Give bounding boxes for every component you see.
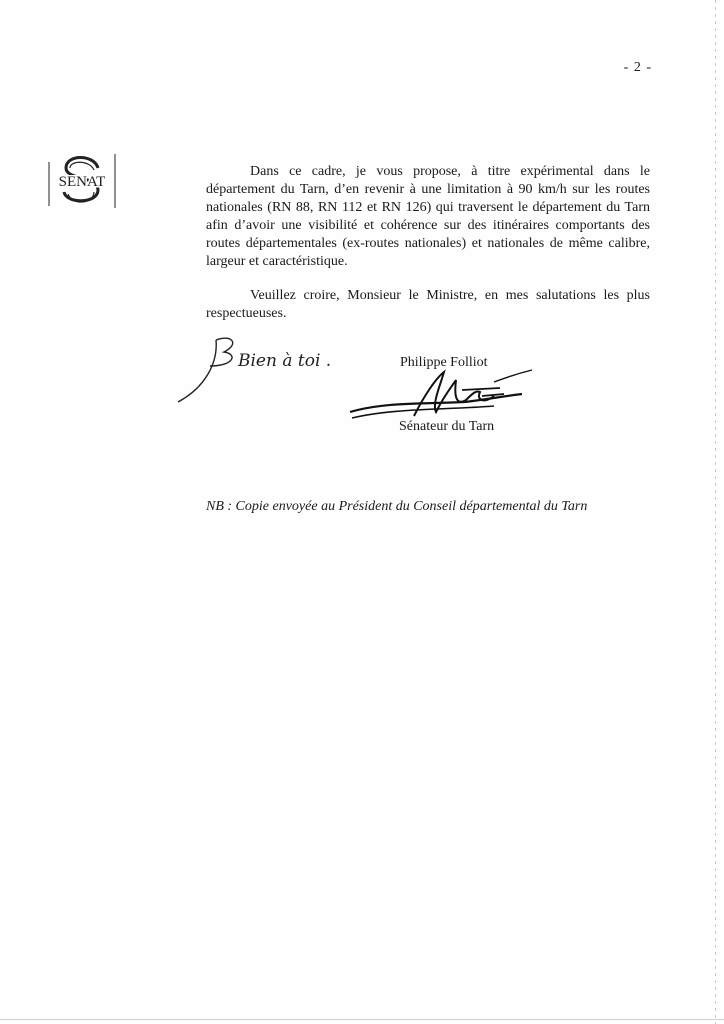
scan-edge-right [715, 0, 716, 1024]
handwritten-note-text: Bien à toi . [238, 351, 332, 371]
scan-edge-bottom [0, 1019, 724, 1020]
senat-logo-text: SENAT [58, 174, 106, 190]
senat-logo [48, 146, 116, 214]
letter-body [206, 163, 650, 323]
signer-title: Sénateur du Tarn [399, 419, 495, 434]
page-number: - 2 - [623, 60, 652, 75]
signer-name: Philippe Folliot [400, 355, 488, 370]
paragraph-proposal: Dans ce cadre, je vous propose, à titre expérimental dans le département du Tarn, d’en revenir à une limitation à 90 km/h sur les routes nationales (RN 88, RN 112 et RN 126) qui traversent le département du Tarn afin d’avoir une visibilité et cohérence sur des itinéraires comportants des routes départementales (ex-routes nationales) et nationales de même calibre, largeur et caractéristique. [206, 164, 650, 269]
nb-note: NB : Copie envoyée au Président du Conseil départemental du Tarn [206, 499, 588, 514]
paragraph-closing: Veuillez croire, Monsieur le Ministre, en mes salutations les plus respectueuses. [206, 288, 650, 321]
